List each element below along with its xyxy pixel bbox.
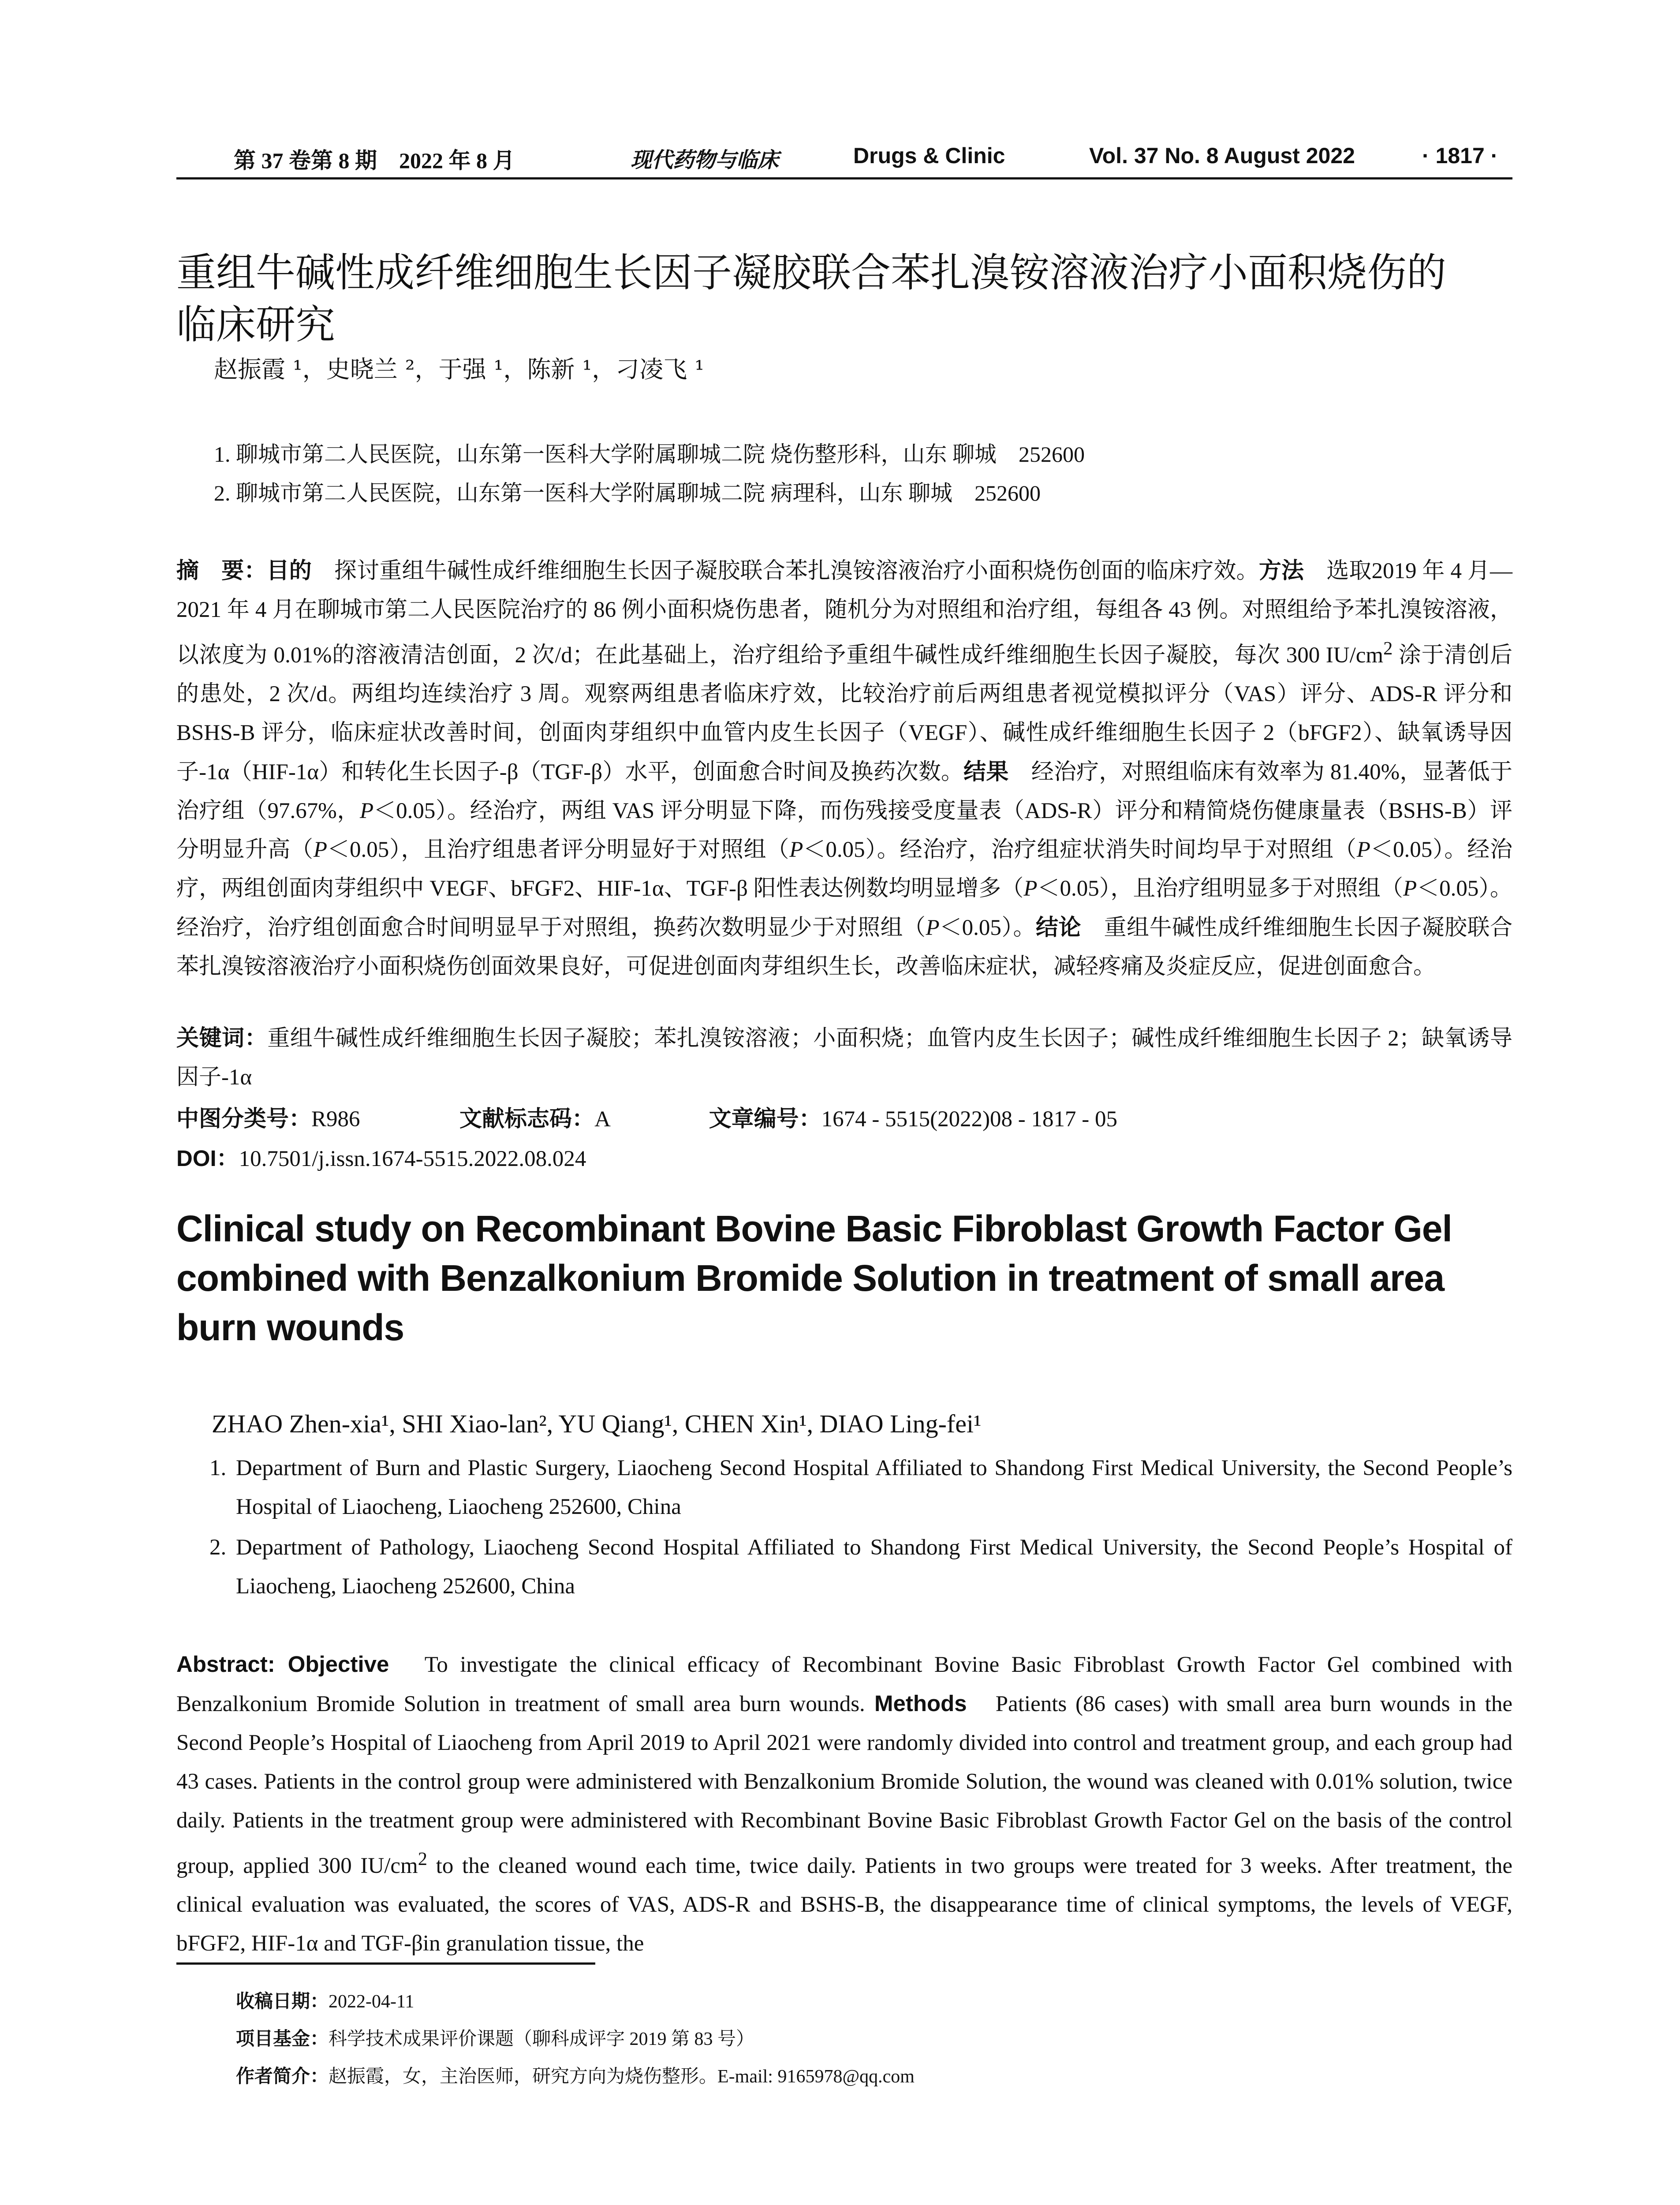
- authors-en: ZHAO Zhen-xia¹, SHI Xiao-lan², YU Qiang¹, CHEN Xin¹, DIAO Ling-fei¹: [212, 1409, 982, 1438]
- methods-en-label: Methods: [865, 1691, 967, 1716]
- results-cn-text5: ）。经治疗，两组创面肉芽组织中 VEGF、bFGF2、HIF-1α、TGF-β 阳性表达例数均明显增多（: [176, 837, 1512, 901]
- abstract-en: [176, 1645, 1512, 1963]
- methods-cn-label: 方法: [1258, 558, 1304, 583]
- methods-en-text2: to the cleaned wound each time, twice daily. Patients in two groups were treated for 3 weeks. After treatment, the clinical evaluation was evaluated, the scores of VAS, ADS-R and BSHS-B, the disappearance time of clinical symptoms, the levels of VEGF, bFGF2, HIF-1α and TGF-βin granulation tissue, the: [176, 1854, 1512, 1956]
- p-symbol: P: [359, 799, 374, 823]
- title-cn-line2: 临床研究: [176, 303, 335, 347]
- doi-line: [176, 1140, 586, 1173]
- results-cn-text4: ）。经治疗，治疗组症状消失时间均早于对照组（: [865, 837, 1357, 862]
- doc-code-label: 文献标志码：: [459, 1106, 595, 1131]
- affiliation-en-2: [209, 1528, 1512, 1606]
- results-cn-text2: ）。经治疗，两组 VAS 评分明显下降，而伤残接受度量表（ADS-R）评分和精简烧伤健康量表（BSHS-B）评分明显升高（: [176, 799, 1513, 862]
- running-header: [176, 140, 1512, 180]
- p-symbol: P: [789, 837, 803, 862]
- doi-value: 10.7501/j.issn.1674-5515.2022.08.024: [239, 1147, 586, 1171]
- affiliation-en-2-text: Department of Pathology, Liaocheng Second Hospital Affiliated to Shandong First Medical University, the Second People’s Hospital of Liaocheng, Liaocheng 252600, China: [236, 1535, 1512, 1599]
- fund-label: 项目基金：: [236, 2028, 329, 2049]
- header-journal-en: Drugs & Clinic: [853, 143, 1005, 168]
- p-symbol: P: [1356, 837, 1370, 862]
- received-label: 收稿日期：: [236, 1991, 329, 2011]
- results-cn-label: 结果: [963, 759, 1009, 784]
- methods-cn-text: 选取2019 年 4 月—2021 年 4 月在聊城市第二人民医院治疗的 86 例小面积烧伤患者，随机分为对照组和治疗组，每组各 43 例。对照组给予苯扎溴铵溶液，以浓度为 0.01%的溶液清洁创面，2 次/d；在此基础上，治疗组给予重组牛碱性成纤维细胞生长因子凝胶，每次 300 IU/cm: [176, 559, 1512, 668]
- objective-en-label: Objective: [275, 1652, 389, 1677]
- authors-cn: 赵振霞 ¹，史晓兰 ²，于强 ¹，陈新 ¹，刁凌飞 ¹: [214, 355, 705, 383]
- clc-label: 中图分类号：: [176, 1106, 312, 1131]
- footnote-received: [236, 1987, 414, 2013]
- footnote-rule: [176, 1962, 595, 1965]
- results-cn-text3: ），且治疗组患者评分明显好于对照组（: [389, 837, 790, 862]
- conclusion-cn-label: 结论: [1035, 915, 1081, 940]
- affiliation-en-1-number: 1.: [209, 1456, 227, 1480]
- author-bio-label: 作者简介：: [236, 2066, 329, 2086]
- title-cn-line1: 重组牛碱性成纤维细胞生长因子凝胶联合苯扎溴铵溶液治疗小面积烧伤的: [176, 251, 1446, 295]
- p-threshold: ＜0.05: [373, 799, 436, 823]
- objective-cn-label: 目的: [266, 558, 312, 583]
- clc-value: R986: [311, 1107, 360, 1132]
- affiliation-en-2-number: 2.: [209, 1535, 227, 1560]
- results-cn-text7: ）。经治疗，治疗组创面愈合时间明显早于对照组，换药次数明显少于对照组（: [176, 876, 1512, 940]
- methods-cn-sup: 2: [1383, 638, 1393, 659]
- abstract-cn: [176, 551, 1512, 986]
- objective-cn-text: 探讨重组牛碱性成纤维细胞生长因子凝胶联合苯扎溴铵溶液治疗小面积烧伤创面的临床疗效。: [311, 559, 1259, 583]
- conclusion-cn-text: 重组牛碱性成纤维细胞生长因子凝胶联合苯扎溴铵溶液治疗小面积烧伤创面效果良好，可促进创面肉芽组织生长，改善临床症状，减轻疼痛及炎症反应，促进创面愈合。: [176, 916, 1512, 979]
- p-threshold: ＜0.05: [939, 916, 1001, 940]
- keywords-cn: [176, 1019, 1512, 1097]
- affiliation-cn-2: 2. 聊城市第二人民医院，山东第一医科大学附属聊城二院 病理科，山东 聊城 252600: [214, 481, 1041, 505]
- results-cn-text: 经治疗，对照组临床有效率为 81.40%，显著低于治疗组（97.67%，: [176, 760, 1512, 823]
- results-cn-text8: ）。: [1001, 916, 1036, 940]
- methods-en-text: Patients (86 cases) with small area burn wounds in the Second People’s Hospital of Liaocheng from April 2019 to April 2021 were randomly divided into control and treatment group, and each group had 43 cases. Patients in the control group were administered with Benzalkonium Bromide Solution, the wound was cleaned with 0.01% solution, twice daily. Patients in the treatment group were administered with Recombinant Bovine Basic Fibroblast Growth Factor Gel on the basis of the control group, applied 300 IU/cm: [176, 1692, 1512, 1878]
- affiliation-en-1: [209, 1449, 1512, 1526]
- title-cn: [176, 247, 1517, 351]
- doi-label: DOI：: [176, 1146, 239, 1171]
- title-en: Clinical study on Recombinant Bovine Basic Fibroblast Growth Factor Gel combined with Benzalkonium Bromide Solution in treatment of small area burn wounds: [176, 1208, 1452, 1348]
- doc-code-value: A: [594, 1107, 610, 1132]
- classification-line: [176, 1100, 1117, 1133]
- objective-en-text: To investigate the clinical efficacy of Recombinant Bovine Basic Fibroblast Growth Factor Gel combined with Benzalkonium Bromide Solution in treatment of small area burn wounds.: [176, 1652, 1512, 1716]
- article-no-label: 文章编号：: [709, 1106, 821, 1131]
- affiliation-cn-1: 1. 聊城市第二人民医院，山东第一医科大学附属聊城二院 烧伤整形科，山东 聊城 252600: [214, 442, 1085, 467]
- p-threshold: ＜0.05: [1417, 876, 1479, 901]
- p-symbol: P: [1023, 876, 1038, 901]
- p-symbol: P: [1403, 876, 1417, 901]
- abstract-en-label: Abstract:: [176, 1652, 275, 1677]
- p-symbol: P: [313, 837, 328, 862]
- article-no-value: 1674 - 5515(2022)08 - 1817 - 05: [821, 1107, 1118, 1132]
- header-issue-cn: 第 37 卷第 8 期 2022 年 8 月: [234, 148, 515, 173]
- header-journal-cn: 现代药物与临床: [631, 148, 779, 172]
- p-threshold: ＜0.05: [327, 837, 389, 862]
- keywords-cn-text: 重组牛碱性成纤维细胞生长因子凝胶；苯扎溴铵溶液；小面积烧；血管内皮生长因子；碱性成纤维细胞生长因子 2；缺氧诱导因子-1α: [176, 1026, 1512, 1090]
- header-rule: [176, 177, 1512, 179]
- header-page-number: · 1817 ·: [1422, 143, 1498, 168]
- footnote-fund: [236, 2024, 754, 2051]
- results-cn-text6: ），且治疗组明显多于对照组（: [1099, 876, 1403, 901]
- affiliation-en-1-text: Department of Burn and Plastic Surgery, Liaocheng Second Hospital Affiliated to Shandong First Medical University, the Second People’s Hospital of Liaocheng, Liaocheng 252600, China: [236, 1456, 1512, 1519]
- received-value: 2022-04-11: [329, 1992, 414, 2012]
- fund-value: 科学技术成果评价课题（聊科成评字 2019 第 83 号）: [329, 2029, 755, 2049]
- footnote-author: [236, 2062, 915, 2088]
- methods-en-sup: 2: [418, 1849, 427, 1869]
- p-threshold: ＜0.05: [1037, 876, 1099, 901]
- p-threshold: ＜0.05: [1370, 837, 1433, 862]
- p-symbol: P: [926, 916, 940, 940]
- p-threshold: ＜0.05: [803, 837, 865, 862]
- author-bio-value: 赵振霞，女，主治医师，研究方向为烧伤整形。E-mail: 9165978@qq.com: [329, 2067, 915, 2087]
- header-issue-en: Vol. 37 No. 8 August 2022: [1089, 143, 1355, 168]
- keywords-cn-label: 关键词：: [176, 1025, 268, 1050]
- abstract-cn-label: 摘 要：: [176, 558, 267, 583]
- methods-cn-text2: 涂于清创后的患处，2 次/d。两组均连续治疗 3 周。观察两组患者临床疗效，比较治疗前后两组患者视觉模拟评分（VAS）评分、ADS-R 评分和 BSHS-B 评分，临床症状改善时间，创面肉芽组织中血管内皮生长因子（VEGF）、碱性成纤维细胞生长因子 2（bFGF2）、缺氧诱导因子-1α（HIF-1α）和转化生长因子-β（TGF-β）水平，创面愈合时间及换药次数。: [176, 643, 1512, 785]
